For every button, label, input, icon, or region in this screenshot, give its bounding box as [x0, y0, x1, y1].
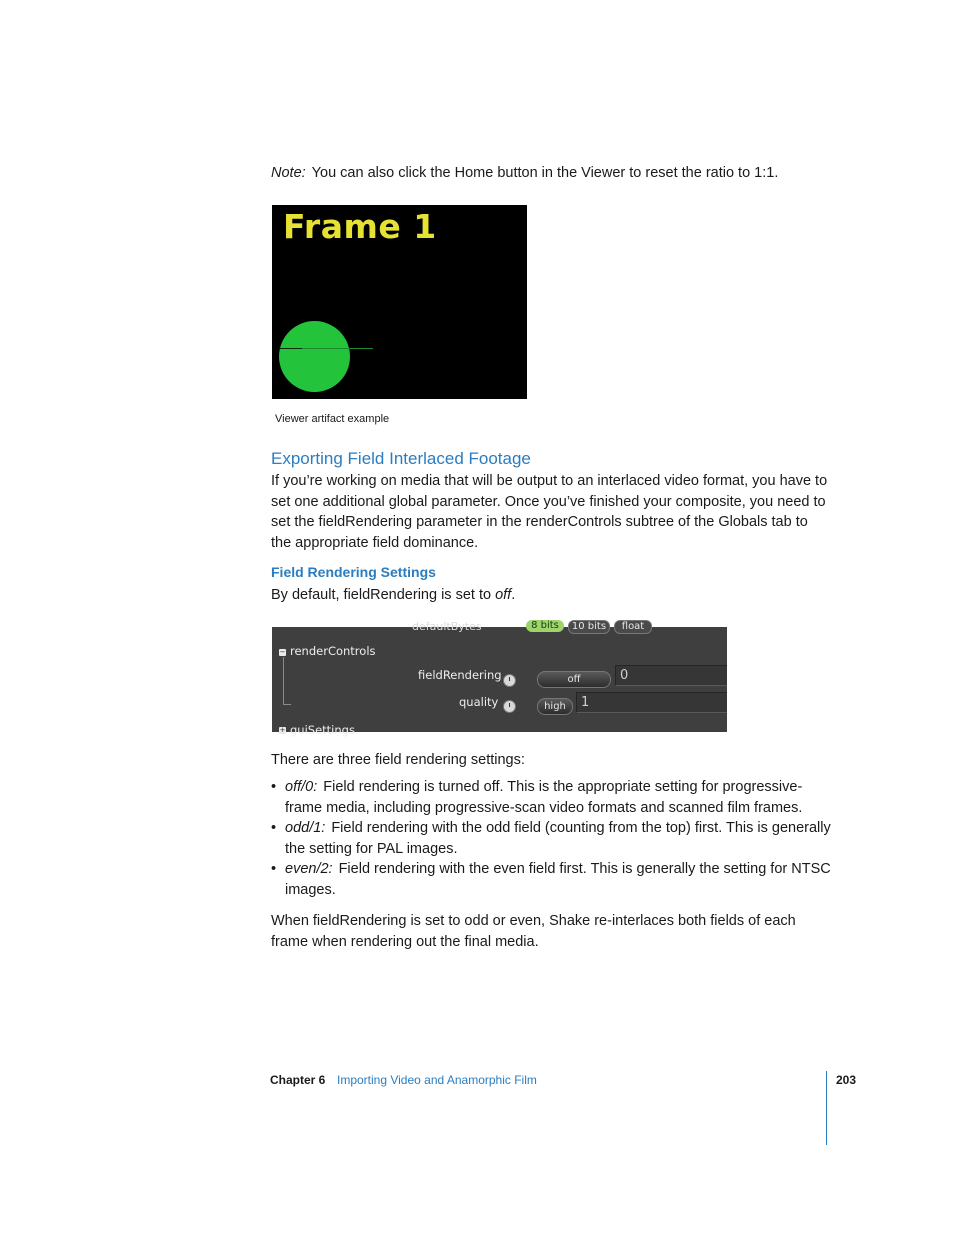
quality-clock-icon[interactable] — [503, 700, 516, 713]
list-text: Field rendering with the even field first. This is generally the setting for NTSC images. — [285, 861, 831, 898]
field-rendering-value-field[interactable]: 0 — [615, 665, 727, 686]
default-bytes-label: defaultBytes — [412, 620, 482, 633]
closing-paragraph: When fieldRendering is set to odd or even, Shake re-interlaces both fields of each frame when rendering out the final media. — [271, 913, 796, 950]
list-text: Field rendering with the odd field (counting from the top) first. This is generally the setting for PAL images. — [285, 820, 831, 857]
quality-button[interactable]: high — [537, 698, 573, 715]
list-item — [271, 859, 831, 900]
viewer-artifact-line-dark — [280, 348, 302, 349]
list-item — [271, 818, 831, 859]
note-text: You can also click the Home button in the Viewer to reset the ratio to 1:1. — [311, 165, 779, 181]
default-value: off — [495, 587, 512, 603]
bits-8-button[interactable]: 8 bits — [526, 620, 564, 632]
footer-chapter: Chapter 6 — [270, 1073, 326, 1087]
section-heading: Exporting Field Interlaced Footage — [271, 449, 531, 468]
footer-chapter-title: Importing Video and Anamorphic Film — [337, 1073, 537, 1087]
quality-label: quality — [459, 695, 499, 709]
list-term: odd/1: — [285, 820, 326, 836]
bullet-icon: • — [271, 861, 277, 877]
float-button[interactable]: float — [614, 620, 652, 634]
settings-intro: There are three field rendering settings: — [271, 752, 525, 768]
render-controls-panel — [272, 620, 727, 737]
note-label: Note: — [271, 165, 306, 181]
footer-divider — [826, 1071, 827, 1145]
bits-10-button[interactable]: 10 bits — [568, 620, 610, 634]
panel-cut-row — [272, 620, 727, 634]
subheading: Field Rendering Settings — [271, 564, 436, 580]
render-controls-collapse-icon[interactable]: − — [279, 648, 286, 656]
bullet-icon: • — [271, 820, 277, 836]
default-suffix: . — [511, 587, 516, 603]
default-prefix: By default, fieldRendering is set to — [271, 587, 496, 603]
default-setting-paragraph — [271, 585, 515, 606]
gui-settings-expand-icon[interactable]: + — [279, 726, 286, 734]
viewer-frame-text: Frame 1 — [283, 207, 437, 246]
tree-line-icon — [283, 657, 284, 705]
render-controls-label: renderControls — [290, 644, 376, 658]
list-term: even/2: — [285, 861, 333, 877]
field-rendering-label: fieldRendering — [418, 668, 502, 682]
section-paragraph: If you’re working on media that will be output to an interlaced video format, you have to set one additional global parameter. Once you’ve finished your composite, you need to set the fieldRendering parameter in the renderControls subtree of the Globals tab to the appropriate field dominance. — [271, 473, 828, 551]
page-number: 203 — [836, 1073, 857, 1087]
field-rendering-clock-icon[interactable] — [503, 674, 516, 687]
tree-branch-icon — [283, 704, 291, 705]
viewer-green-ball — [279, 321, 350, 392]
figure-caption: Viewer artifact example — [275, 413, 390, 425]
gui-settings-label: guiSettings — [290, 723, 355, 737]
bullet-icon: • — [271, 779, 277, 795]
list-term: off/0: — [285, 779, 318, 795]
field-rendering-button[interactable]: off — [537, 671, 611, 688]
settings-list — [271, 777, 831, 900]
quality-value-field[interactable]: 1 — [576, 692, 727, 713]
note-paragraph — [271, 163, 831, 184]
list-item — [271, 777, 831, 818]
list-text: Field rendering is turned off. This is the appropriate setting for progressive-frame media, including progressive-scan video formats and scanned film frames. — [285, 779, 803, 816]
viewer-artifact-image — [272, 205, 527, 399]
